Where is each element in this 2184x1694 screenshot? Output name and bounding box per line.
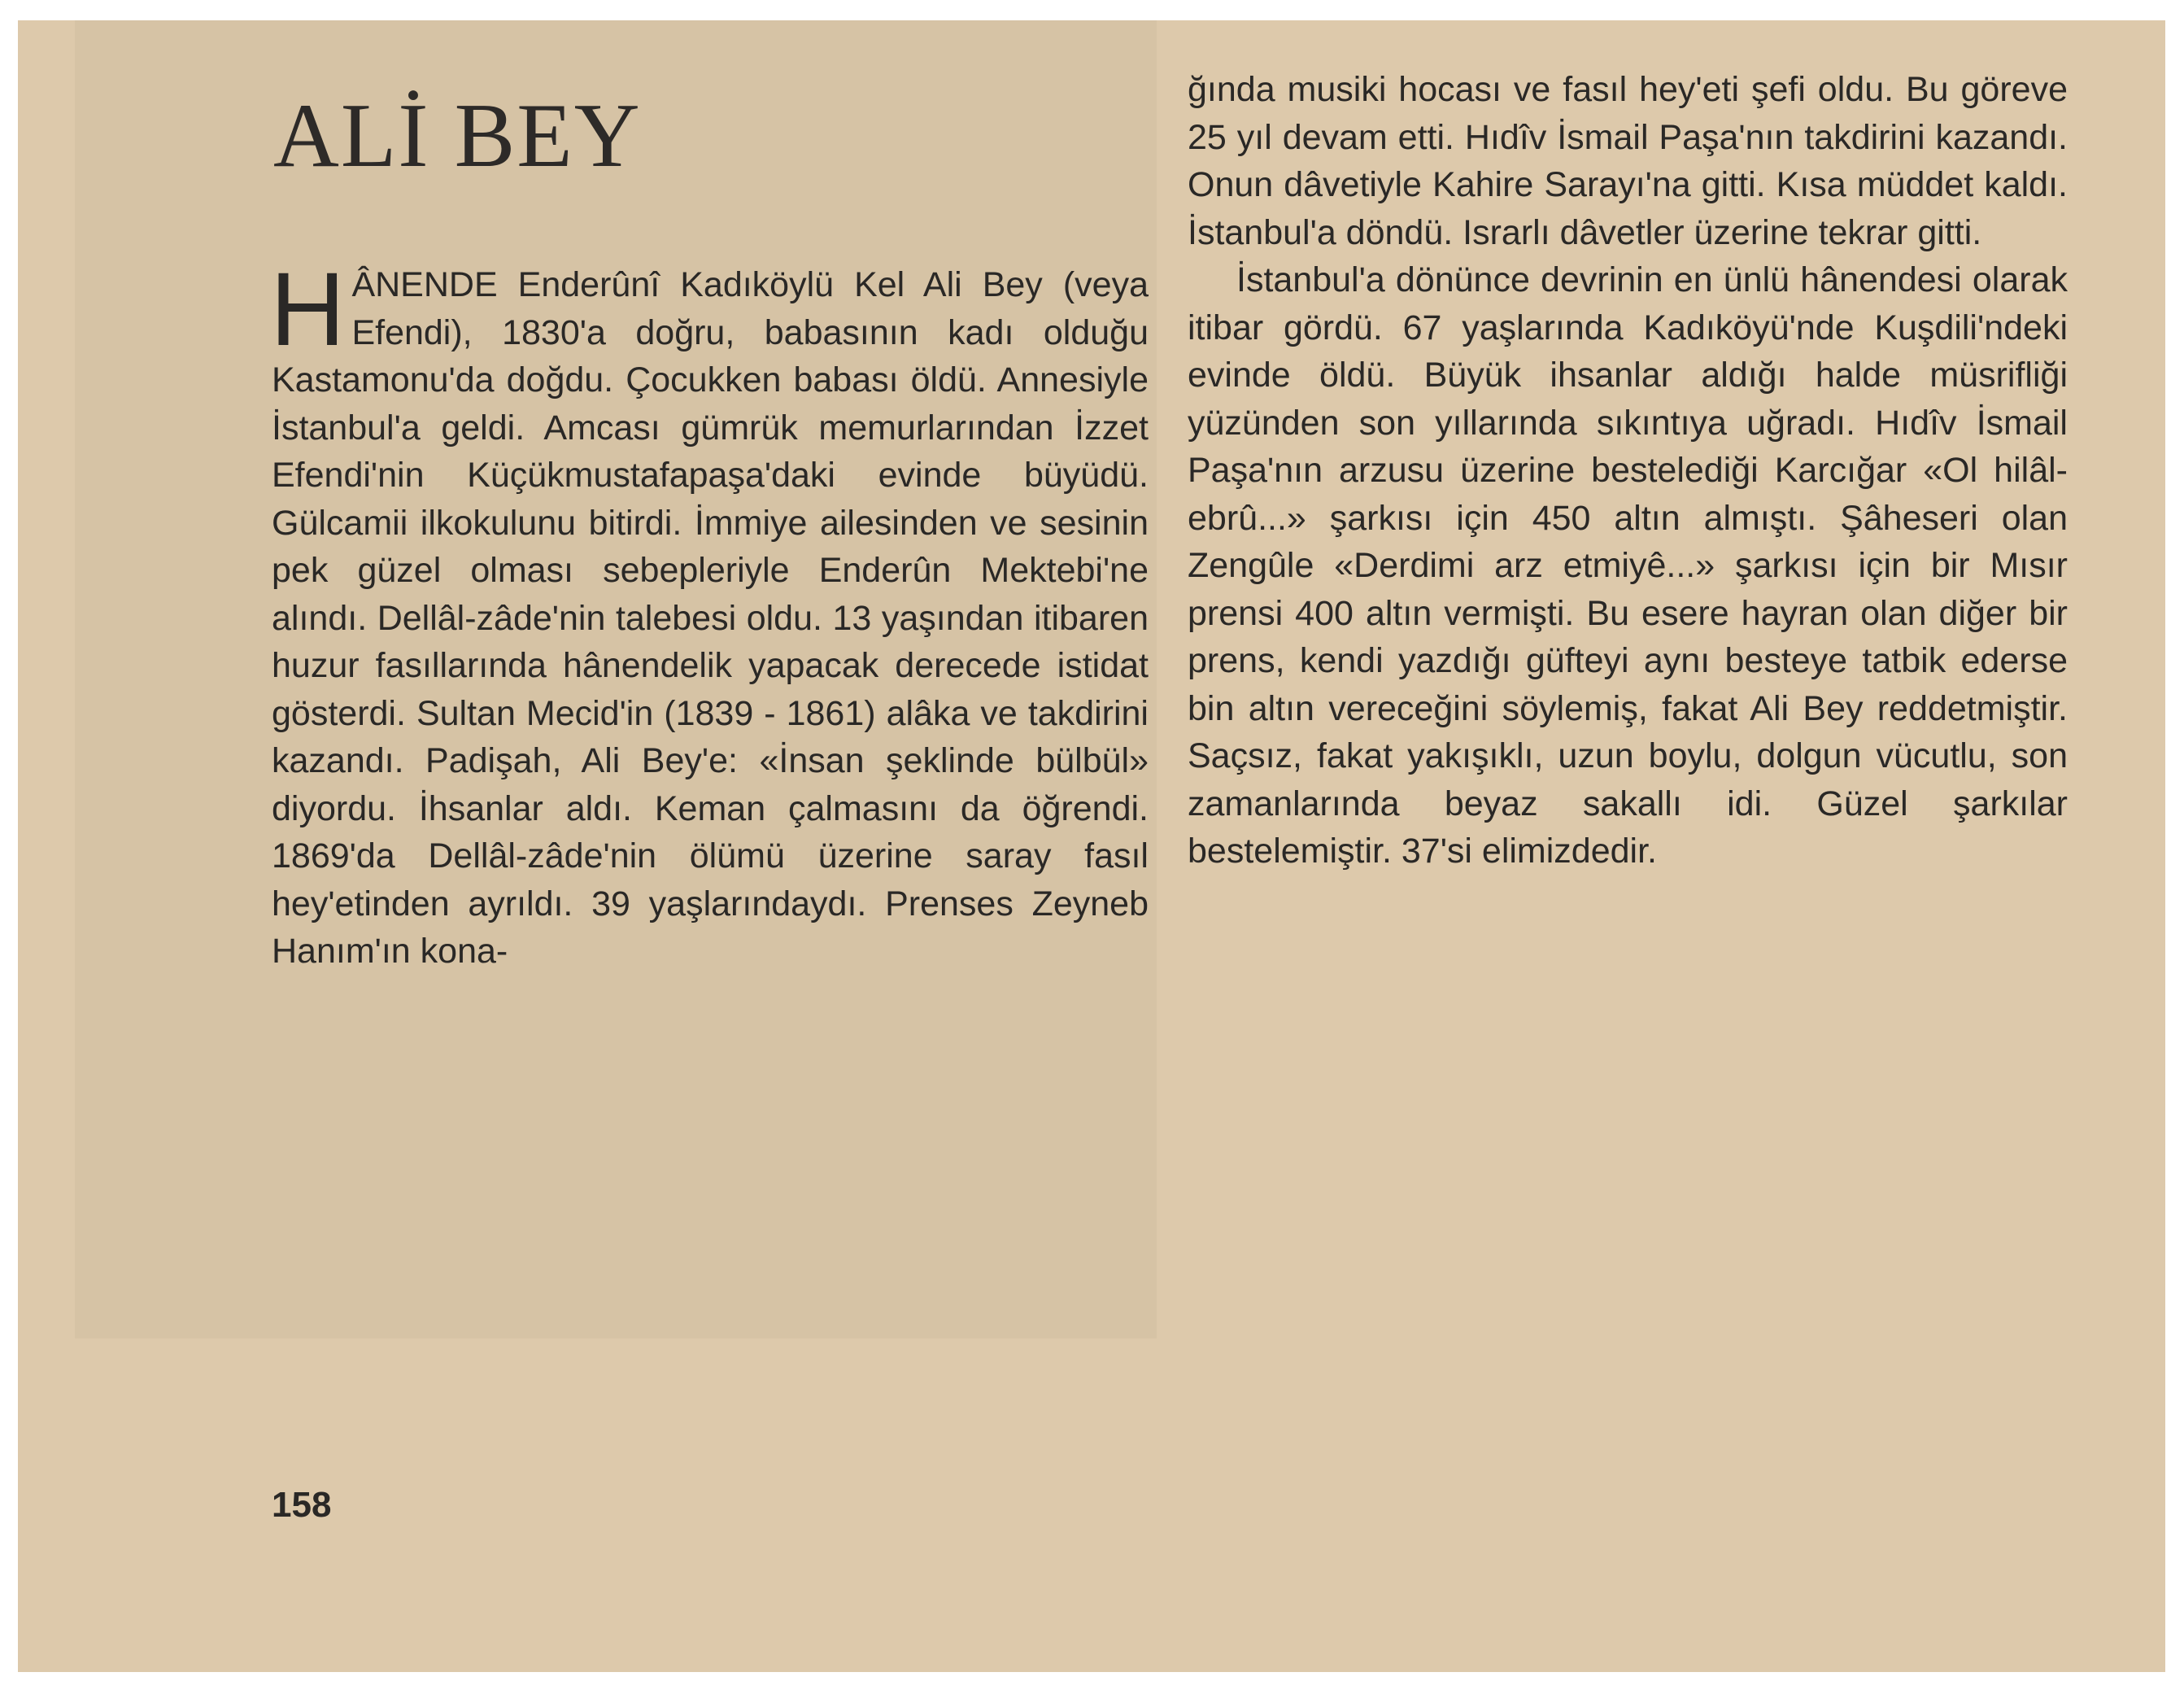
page-scan <box>18 20 2165 1672</box>
drop-cap: H <box>270 251 346 368</box>
article-title: ALİ BEY <box>273 85 642 186</box>
text-column-right <box>1188 66 2068 875</box>
text-column-left <box>270 251 1149 976</box>
paragraph-right-1: ğında musiki hocası ve fasıl hey'eti şefi oldu. Bu göreve 25 yıl devam etti. Hıdîv İsmail Paşa'nın takdirini kazandı. Onun dâvetiyle Kahire Sarayı'na gitti. Kısa müddet kaldı. İstanbul'a döndü. Israrlı dâvetler üzerine tekrar gitti. <box>1188 70 2068 252</box>
paragraph-left <box>270 251 1149 976</box>
paragraph-left-text: ÂNENDE Enderûnî Kadıköylü Kel Ali Bey (veya Efendi), 1830'a doğru, babasının kadı olduğu Kastamonu'da doğdu. Çocukken babası öldü. Annesiyle İstanbul'a geldi. Amcası gümrük memurlarından İzzet Efendi'nin Küçükmustafapaşa'daki evinde büyüdü. Gülcamii ilkokulunu bitirdi. İmmiye ailesinden ve sesinin pek güzel olması sebepleriyle Enderûn Mektebi'ne alındı. Dellâl-zâde'nin talebesi oldu. 13 yaşından itibaren huzur fasıllarında hânendelik yapacak derecede istidat gösterdi. Sultan Mecid'in (1839 - 1861) alâka ve takdirini kazandı. Padişah, Ali Bey'e: «İnsan şeklinde bülbül» diyordu. İhsanlar aldı. Keman çalmasını da öğrendi. 1869'da Dellâl-zâde'nin ölümü üzerine saray fasıl hey'etinden ayrıldı. 39 yaşlarındaydı. Prenses Zeyneb Hanım'ın kona- <box>272 265 1149 971</box>
paragraph-right-2: İstanbul'a dönünce devrinin en ünlü hânendesi olarak itibar gördü. 67 yaşlarında Kadıköyü'nde Kuşdili'ndeki evinde öldü. Büyük ihsanlar aldığı halde müsrifliği yüzünden son yıllarında sıkıntıya uğradı. Hıdîv İsmail Paşa'nın arzusu üzerine bestelediği Karcığar «Ol hilâl-ebrû...» şarkısı için 450 altın almıştı. Şâheseri olan Zengûle «Derdimi arz etmiyê...» şarkısı için bir Mısır prensi 400 altın vermişti. Bu esere hayran olan diğer bir prens, kendi yazdığı güfteyi aynı besteye tatbik ederse bin altın vereceğini söylemiş, fakat Ali Bey reddetmiştir. Saçsız, fakat yakışıklı, uzun boylu, dolgun vücutlu, son zamanlarında beyaz sakallı idi. Güzel şarkılar bestelemiştir. 37'si elimizdedir. <box>1188 260 2068 871</box>
page-number: 158 <box>272 1485 332 1525</box>
